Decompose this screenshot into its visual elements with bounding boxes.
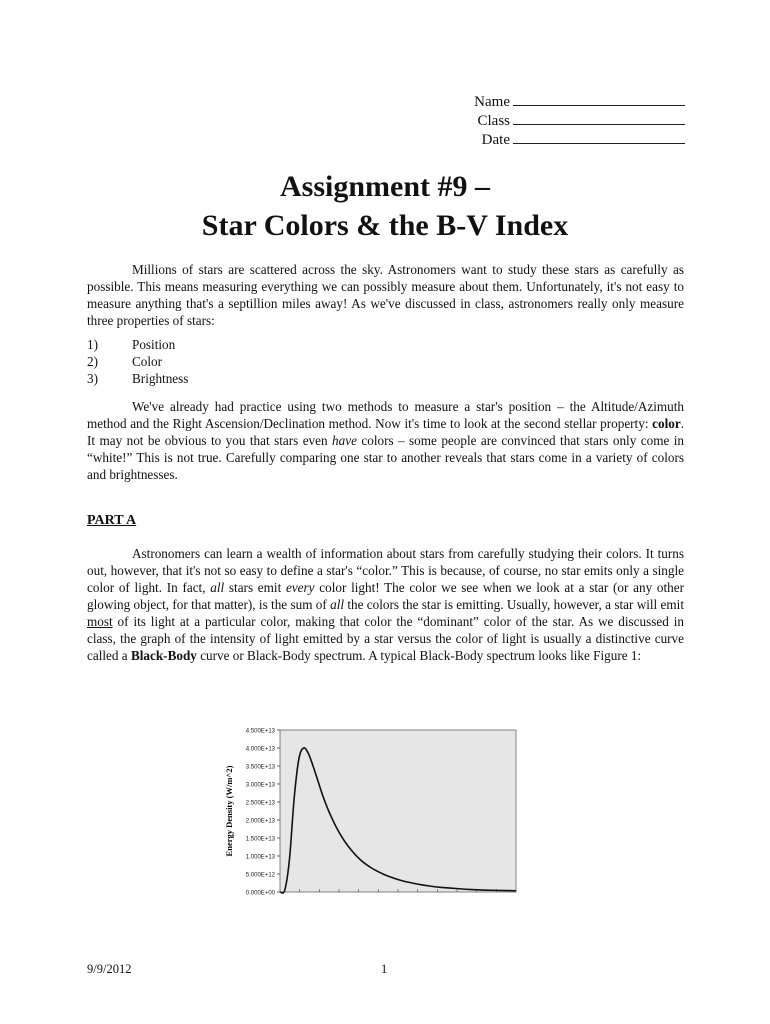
- y-tick-label: 2.000E+13: [245, 818, 275, 825]
- y-tick-label: 1.500E+13: [245, 836, 275, 843]
- y-axis-label: Energy Density (W/m^2): [224, 765, 234, 857]
- y-tick-label: 5.000E+12: [245, 872, 275, 879]
- page-title-line1: Assignment #9 –: [279, 170, 490, 203]
- name-line[interactable]: [513, 92, 685, 106]
- class-field: [440, 111, 690, 131]
- date-field: [440, 130, 690, 150]
- part-a-paragraph: Astronomers can learn a wealth of information about stars from carefully studying their colors. It turns out, however, that it's not so easy to define a star's “color.” This is because, of course, no star emits only a single color of light. In fact, all stars emit every color light! The color we see when we look at a star (or any other glowing object, for that matter), is the sum of all the colors the star is emitting. Usually, however, a star will emit most of its light at a particular color, making that color the “dominant” color of the star. As we discussed in class, the graph of the intensity of light emitted by a star versus the color of light is usually a distinctive curve called a Black-Body curve or Black-Body spectrum. A typical Black-Body spectrum looks like Figure 1:: [87, 546, 684, 663]
- list-item: 2) Color: [87, 354, 163, 369]
- black-body-chart: [218, 722, 520, 900]
- y-tick-label: 4.000E+13: [245, 746, 275, 753]
- y-tick-label: 3.000E+13: [245, 782, 275, 789]
- footer-date: 9/9/2012: [87, 962, 132, 976]
- page-title-line2: Star Colors & the B-V Index: [201, 209, 569, 242]
- y-tick-label: 3.500E+13: [245, 764, 275, 771]
- name-label: Name: [474, 94, 510, 110]
- color-paragraph: We've already had practice using two methods to measure a star's position – the Altitude/Azimuth method and the Right Ascension/Declination method. Now it's time to look at the second stellar property: color. It may not be obvious to you that stars even have colors – some people are convinced that stars only come in “white!” This is not true. Carefully comparing one star to another reveals that stars come in a variety of colors and brightnesses.: [87, 399, 684, 482]
- y-tick-label: 4.500E+13: [245, 728, 275, 735]
- y-tick-label: 1.000E+13: [245, 854, 275, 861]
- list-item: 1) Position: [87, 337, 176, 352]
- date-line[interactable]: [513, 130, 685, 144]
- y-tick-label: 2.500E+13: [245, 800, 275, 807]
- intro-paragraph: [87, 261, 684, 329]
- plot-area: [280, 730, 516, 892]
- bold-term-black-body: Black-Body: [130, 648, 197, 663]
- properties-list: [87, 336, 188, 387]
- part-a-heading: PART A: [87, 513, 137, 528]
- bold-term-color: color: [652, 416, 681, 431]
- intro-text: Millions of stars are scattered across the sky. Astronomers want to study these stars as carefully as possible. This means measuring everything we can possibly measure about them. Unfortunately, it's not easy to measure anything that's a septillion miles away! As we've discussed in class, astronomers really only measure three properties of stars:: [87, 262, 684, 328]
- name-field: [440, 92, 690, 112]
- y-tick-label: 0.000E+00: [245, 890, 275, 897]
- class-line[interactable]: [513, 111, 685, 125]
- list-item: 3) Brightness: [87, 371, 189, 386]
- page-number: 1: [381, 962, 388, 976]
- class-label: Class: [477, 113, 510, 129]
- date-label: Date: [481, 132, 510, 148]
